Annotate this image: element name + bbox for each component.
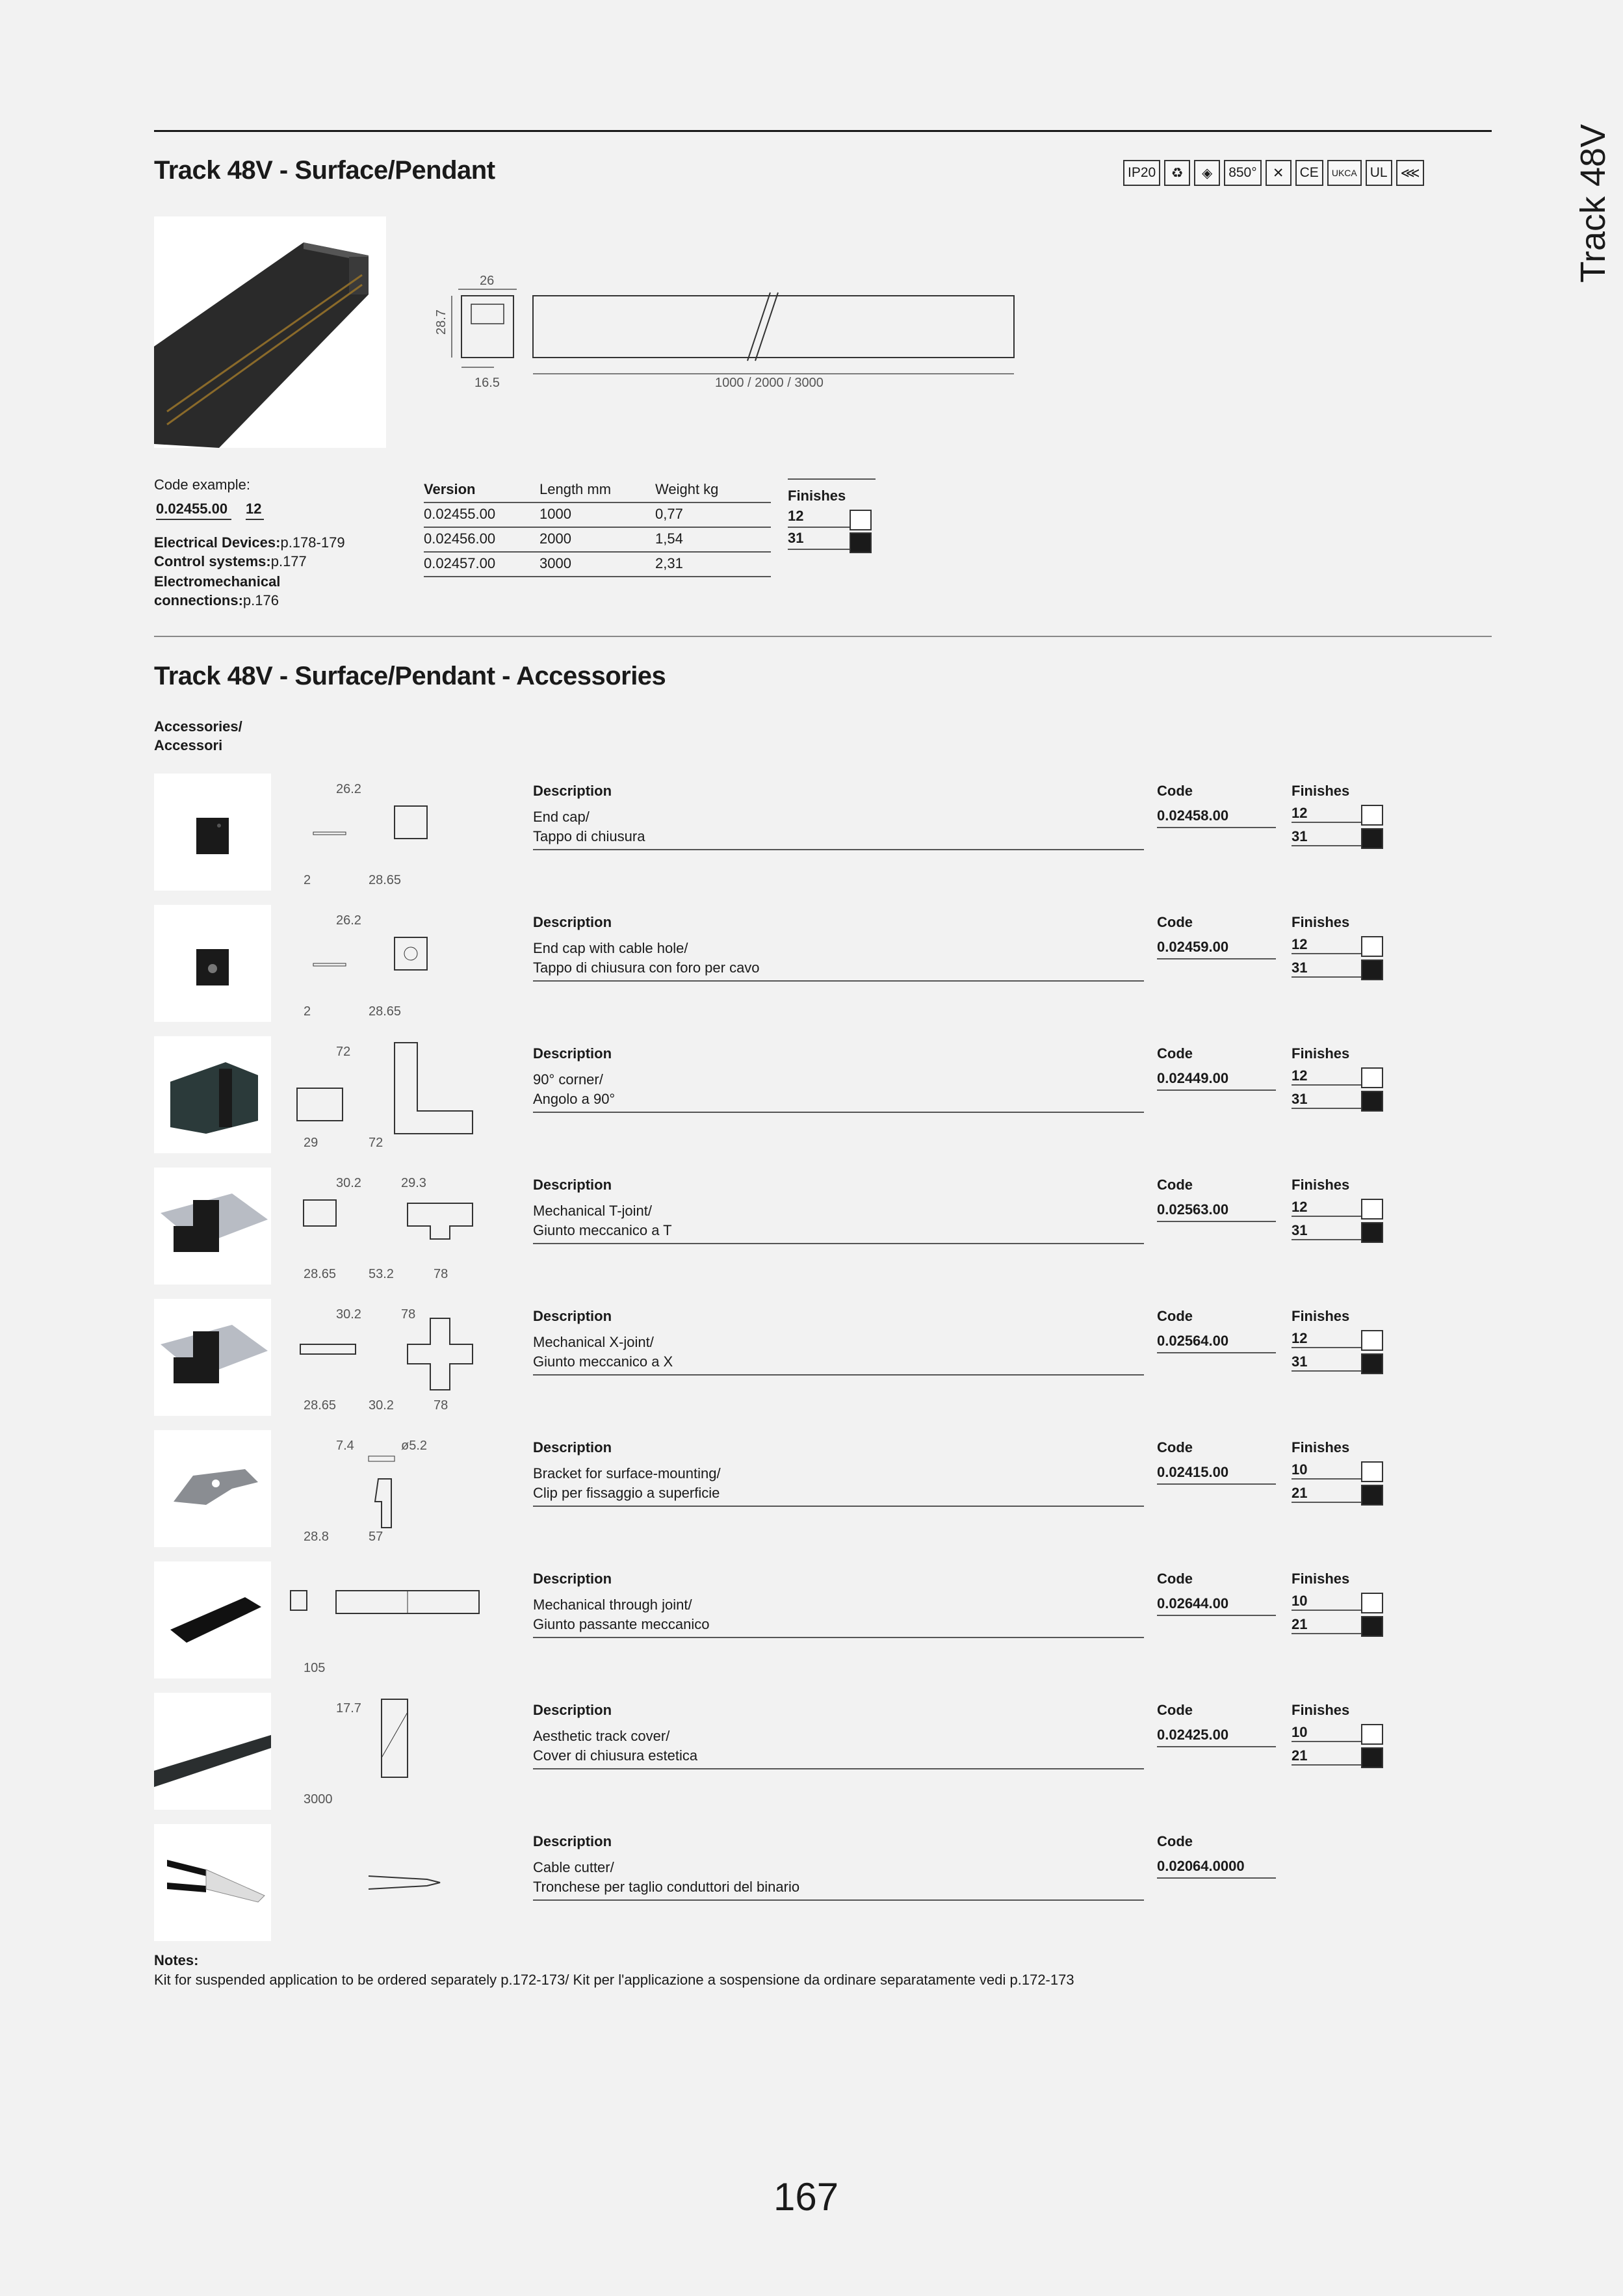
description-header: Description bbox=[533, 914, 612, 930]
accessory-description: Mechanical through joint/ Giunto passante meccanico bbox=[533, 1595, 1144, 1638]
dimension-label: 72 bbox=[336, 1045, 351, 1059]
accessory-photo bbox=[154, 1561, 271, 1678]
accessory-code: 0.02644.00 bbox=[1157, 1595, 1276, 1616]
accessory-photo bbox=[154, 1168, 271, 1285]
dim-height: 28.7 bbox=[434, 309, 448, 335]
accessory-code: 0.02449.00 bbox=[1157, 1070, 1276, 1091]
class-iii-icon: ◈ bbox=[1194, 160, 1220, 186]
finish-swatch bbox=[1361, 1330, 1383, 1351]
accessory-row bbox=[154, 1561, 1389, 1678]
product-title: Track 48V - Surface/Pendant bbox=[154, 156, 495, 185]
description-header: Description bbox=[533, 1308, 612, 1324]
notes-text: Kit for suspended application to be ordered separately p.172-173/ Kit per l'applicazione a sospensione da ordinare separatamente vedi p.172-173 bbox=[154, 1972, 1074, 1988]
dimension-label: 26.2 bbox=[336, 782, 361, 796]
finish-code: 31 bbox=[1292, 959, 1363, 978]
temp-850-icon: 850° bbox=[1224, 160, 1261, 186]
finish-code: 10 bbox=[1292, 1724, 1363, 1742]
finish-code: 31 bbox=[1292, 1091, 1363, 1109]
dimension-label: 3000 bbox=[304, 1792, 333, 1807]
finish-code: 12 bbox=[1292, 805, 1363, 823]
accessory-row bbox=[154, 905, 1389, 1022]
finish-swatch bbox=[1361, 1222, 1383, 1243]
accessories-title: Track 48V - Surface/Pendant - Accessories bbox=[154, 662, 666, 690]
finish-swatch bbox=[1361, 828, 1383, 849]
accessory-description: End cap with cable hole/ Tappo di chiusura con foro per cavo bbox=[533, 939, 1144, 982]
accessory-photo bbox=[154, 1299, 271, 1416]
accessory-photo bbox=[154, 1036, 271, 1153]
accessory-description: Aesthetic track cover/ Cover di chiusura estetica bbox=[533, 1727, 1144, 1769]
finishes-header: Finishes bbox=[1292, 1308, 1350, 1324]
dimension-label: 29 bbox=[304, 1136, 318, 1150]
accessory-row bbox=[154, 1693, 1389, 1810]
dim-width: 26 bbox=[480, 274, 495, 288]
accessory-row bbox=[154, 1168, 1389, 1285]
finish-code: 10 bbox=[1292, 1461, 1363, 1480]
accessory-description: Mechanical X-joint/ Giunto meccanico a X bbox=[533, 1333, 1144, 1376]
track-technical-drawing bbox=[416, 273, 1020, 397]
dimension-label: 7.4 bbox=[336, 1439, 354, 1453]
accessory-photo bbox=[154, 774, 271, 891]
ul-icon: UL bbox=[1366, 160, 1392, 186]
ukca-icon: UKCA bbox=[1327, 160, 1362, 186]
description-header: Description bbox=[533, 1439, 612, 1455]
accessory-description: Bracket for surface-mounting/ Clip per fissaggio a superficie bbox=[533, 1464, 1144, 1507]
finishes-header: Finishes bbox=[1292, 1702, 1350, 1718]
accessory-code: 0.02458.00 bbox=[1157, 807, 1276, 828]
finish-swatch bbox=[1361, 1461, 1383, 1482]
control-systems-link[interactable]: Control systems:p.177 bbox=[154, 553, 307, 569]
finish-code: 10 bbox=[1292, 1593, 1363, 1611]
accessory-photo bbox=[154, 1430, 271, 1547]
dim-length: 1000 / 2000 / 3000 bbox=[715, 376, 824, 390]
ce-icon: CE bbox=[1295, 160, 1323, 186]
description-header: Description bbox=[533, 1045, 612, 1062]
accessory-row bbox=[154, 1036, 1389, 1153]
accessory-photo bbox=[154, 1824, 271, 1941]
dimension-label: 17.7 bbox=[336, 1701, 361, 1715]
finish-swatch bbox=[1361, 936, 1383, 957]
finish-code: 12 bbox=[1292, 1067, 1363, 1086]
code-header: Code bbox=[1157, 1045, 1193, 1062]
code-example-label: Code example: bbox=[154, 476, 250, 493]
top-rule bbox=[154, 130, 1492, 132]
finish-swatch-black bbox=[850, 532, 872, 553]
finish-swatch-white bbox=[850, 510, 872, 530]
dimension-label: 78 bbox=[434, 1398, 448, 1413]
description-header: Description bbox=[533, 1833, 612, 1849]
finish-code: 21 bbox=[1292, 1616, 1363, 1634]
col-version: Version bbox=[424, 478, 539, 502]
finish-swatch bbox=[1361, 959, 1383, 980]
finish-code: 12 bbox=[1292, 1330, 1363, 1348]
dimension-label: 105 bbox=[304, 1661, 326, 1675]
accessory-row bbox=[154, 1824, 1389, 1941]
code-header: Code bbox=[1157, 1308, 1193, 1324]
certification-strip bbox=[1123, 160, 1424, 186]
dimension-label: 28.8 bbox=[304, 1530, 329, 1544]
accessory-description: Cable cutter/ Tronchese per taglio conduttori del binario bbox=[533, 1858, 1144, 1901]
recycle-icon: ♻ bbox=[1164, 160, 1190, 186]
finish-swatch bbox=[1361, 1593, 1383, 1613]
ip20-icon: IP20 bbox=[1123, 160, 1160, 186]
dimension-label: 78 bbox=[434, 1267, 448, 1281]
accessory-code: 0.02415.00 bbox=[1157, 1464, 1276, 1485]
dimension-label: 30.2 bbox=[336, 1307, 361, 1322]
dimension-label: 57 bbox=[369, 1530, 383, 1544]
finish-swatch bbox=[1361, 1485, 1383, 1506]
no-bulb-icon: ✕ bbox=[1266, 160, 1292, 186]
finish-swatch bbox=[1361, 1747, 1383, 1768]
section-divider bbox=[154, 636, 1492, 637]
accessory-description: End cap/ Tappo di chiusura bbox=[533, 807, 1144, 850]
finish-swatch bbox=[1361, 1724, 1383, 1745]
accessory-code: 0.02425.00 bbox=[1157, 1727, 1276, 1747]
finish-swatch bbox=[1361, 1616, 1383, 1637]
finishes-header: Finishes bbox=[1292, 914, 1350, 930]
accessory-code: 0.02563.00 bbox=[1157, 1201, 1276, 1222]
enec-icon: ⋘ bbox=[1396, 160, 1425, 186]
finish-code: 12 bbox=[1292, 936, 1363, 954]
finish-swatch bbox=[1361, 1199, 1383, 1220]
description-header: Description bbox=[533, 1571, 612, 1587]
dimension-label: 2 bbox=[304, 1004, 311, 1019]
finish-swatch bbox=[1361, 1067, 1383, 1088]
finish-code: 31 bbox=[1292, 1353, 1363, 1372]
code-header: Code bbox=[1157, 1833, 1193, 1849]
electrical-devices-link[interactable]: Electrical Devices:p.178-179 bbox=[154, 534, 345, 551]
dimension-label: 28.65 bbox=[304, 1267, 337, 1281]
dim-base: 16.5 bbox=[474, 376, 500, 390]
accessories-subtitle: Accessories/ Accessori bbox=[154, 718, 242, 753]
notes-label: Notes: bbox=[154, 1952, 199, 1968]
col-length: Length mm bbox=[539, 478, 655, 502]
versions-table bbox=[424, 478, 771, 577]
dimension-label: 53.2 bbox=[369, 1267, 394, 1281]
finish-code: 21 bbox=[1292, 1485, 1363, 1503]
dimension-label: 30.2 bbox=[369, 1398, 394, 1413]
page-number: 167 bbox=[773, 2175, 839, 2219]
dimension-label: 29.3 bbox=[401, 1176, 426, 1190]
finish-swatch bbox=[1361, 1353, 1383, 1374]
dimension-label: 28.65 bbox=[369, 873, 402, 887]
table-row: 0.02455.00 1000 0,77 bbox=[424, 502, 771, 527]
code-header: Code bbox=[1157, 783, 1193, 799]
description-header: Description bbox=[533, 1177, 612, 1193]
code-example-code: 0.02455.00 bbox=[156, 501, 231, 520]
dimension-label: 28.65 bbox=[369, 1004, 402, 1019]
description-header: Description bbox=[533, 783, 612, 799]
dimension-label: ø5.2 bbox=[401, 1439, 428, 1453]
description-header: Description bbox=[533, 1702, 612, 1718]
accessory-code: 0.02459.00 bbox=[1157, 939, 1276, 959]
electromechanical-link[interactable]: Electromechanical connections:p.176 bbox=[154, 573, 281, 608]
side-section-title: Track 48V bbox=[1574, 124, 1613, 283]
accessory-photo bbox=[154, 905, 271, 1022]
code-example-finish: 12 bbox=[246, 501, 264, 520]
finish-code: 31 bbox=[1292, 1222, 1363, 1240]
dimension-label: 28.65 bbox=[304, 1398, 337, 1413]
accessory-row bbox=[154, 1299, 1389, 1416]
product-finishes: Finishes 12 31 bbox=[788, 478, 876, 550]
dimension-label: 30.2 bbox=[336, 1176, 361, 1190]
dimension-label: 78 bbox=[401, 1307, 416, 1322]
dimension-label: 26.2 bbox=[336, 913, 361, 928]
accessory-row bbox=[154, 1430, 1389, 1547]
finish-code: 21 bbox=[1292, 1747, 1363, 1766]
finish-swatch bbox=[1361, 1091, 1383, 1112]
finishes-header: Finishes bbox=[1292, 1177, 1350, 1193]
finish-code: 31 bbox=[1292, 828, 1363, 846]
code-header: Code bbox=[1157, 1177, 1193, 1193]
finish-code: 12 bbox=[1292, 1199, 1363, 1217]
code-header: Code bbox=[1157, 1571, 1193, 1587]
accessory-description: 90° corner/ Angolo a 90° bbox=[533, 1070, 1144, 1113]
finishes-header: Finishes bbox=[1292, 1439, 1350, 1455]
code-header: Code bbox=[1157, 1439, 1193, 1455]
finishes-header: Finishes bbox=[1292, 783, 1350, 799]
dimension-label: 2 bbox=[304, 873, 311, 887]
dimension-label: 72 bbox=[369, 1136, 383, 1150]
table-row: 0.02456.00 2000 1,54 bbox=[424, 527, 771, 552]
accessory-photo bbox=[154, 1693, 271, 1810]
col-weight: Weight kg bbox=[655, 478, 771, 502]
code-header: Code bbox=[1157, 914, 1193, 930]
table-row: 0.02457.00 3000 2,31 bbox=[424, 552, 771, 577]
accessory-description: Mechanical T-joint/ Giunto meccanico a T bbox=[533, 1201, 1144, 1244]
finish-swatch bbox=[1361, 805, 1383, 826]
accessory-code: 0.02564.00 bbox=[1157, 1333, 1276, 1353]
track-photo bbox=[154, 216, 386, 448]
finishes-header: Finishes bbox=[1292, 1571, 1350, 1587]
accessory-code: 0.02064.0000 bbox=[1157, 1858, 1276, 1879]
finishes-header: Finishes bbox=[1292, 1045, 1350, 1062]
accessory-row bbox=[154, 774, 1389, 891]
code-header: Code bbox=[1157, 1702, 1193, 1718]
